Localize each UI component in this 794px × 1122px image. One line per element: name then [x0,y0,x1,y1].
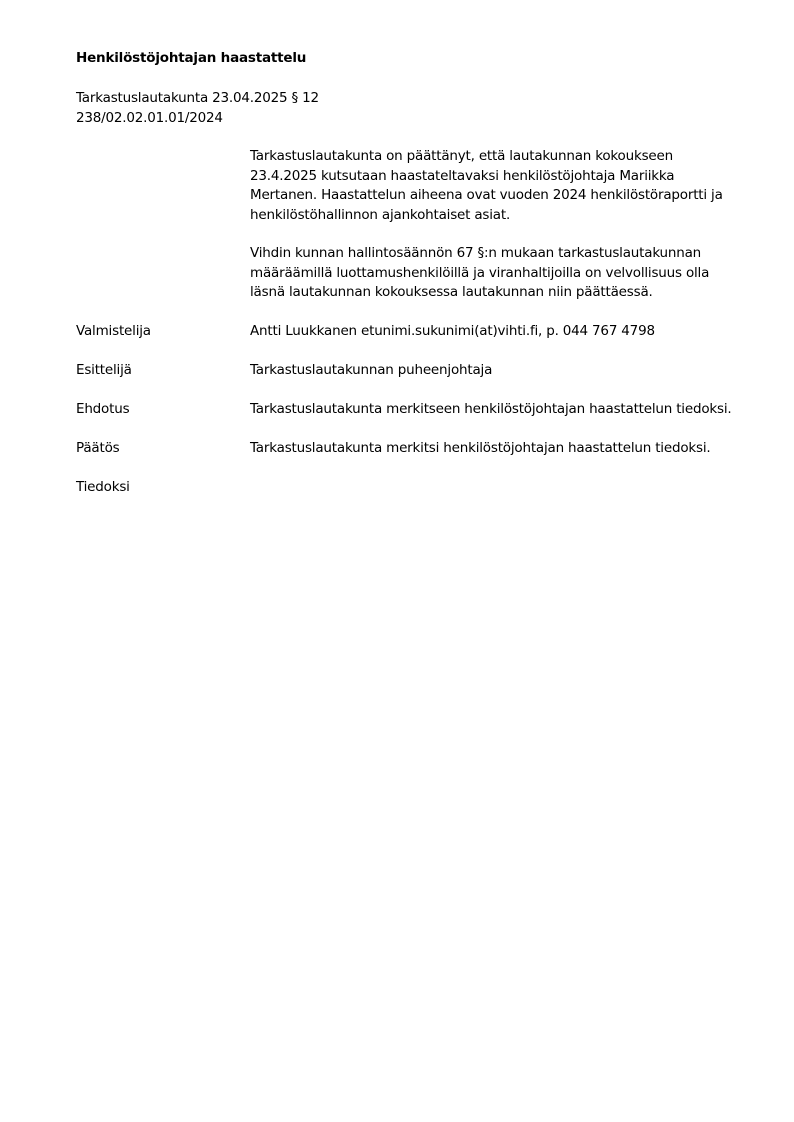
field-label: Tiedoksi [76,479,130,495]
field-row-preparer [76,322,756,342]
case-number: 238/02.02.01.01/2024 [76,109,223,126]
field-value: Antti Luukkanen etunimi.sukunimi(at)vihti.fi, p. 044 767 4798 [250,323,655,339]
paragraph-line: määräämillä luottamushenkilöillä ja viranhaltijoilla on velvollisuus olla [250,264,710,281]
field-value: Tarkastuslautakunta merkitsi henkilöstöjohtajan haastattelun tiedoksi. [250,440,711,456]
document-title: Henkilöstöjohtajan haastattelu [76,50,307,66]
paragraph-line: Mertanen. Haastattelun aiheena ovat vuoden 2024 henkilöstöraportti ja [250,187,723,203]
paragraph-line: Vihdin kunnan hallintosäännön 67 §:n mukaan tarkastuslautakunnan [250,245,702,261]
document-meta [76,89,319,128]
paragraph-line: Tarkastuslautakunta on päättänyt, että lautakunnan kokoukseen [250,148,673,164]
field-label: Päätös [76,440,120,456]
field-label: Valmistelija [76,323,151,339]
paragraph-line: henkilöstöhallinnon ajankohtaiset asiat. [250,206,511,223]
field-label: Ehdotus [76,401,130,417]
paragraph-invitation [250,147,750,225]
paragraph-line: läsnä lautakunnan kokouksessa lautakunnan niin päättäessä. [250,284,653,300]
paragraph-line: 23.4.2025 kutsutaan haastateltavaksi henkilöstöjohtaja Mariikka [250,167,675,184]
field-row-decision [76,439,756,459]
field-row-presenter [76,361,756,381]
meeting-reference: Tarkastuslautakunta 23.04.2025 § 12 [76,90,319,106]
field-row-proposal [76,400,756,420]
field-label: Esittelijä [76,362,132,378]
field-row-for-information [76,478,756,498]
paragraph-regulation [250,244,750,303]
field-value: Tarkastuslautakunnan puheenjohtaja [250,362,493,378]
field-value: Tarkastuslautakunta merkitseen henkilöstöjohtajan haastattelun tiedoksi. [250,401,732,417]
